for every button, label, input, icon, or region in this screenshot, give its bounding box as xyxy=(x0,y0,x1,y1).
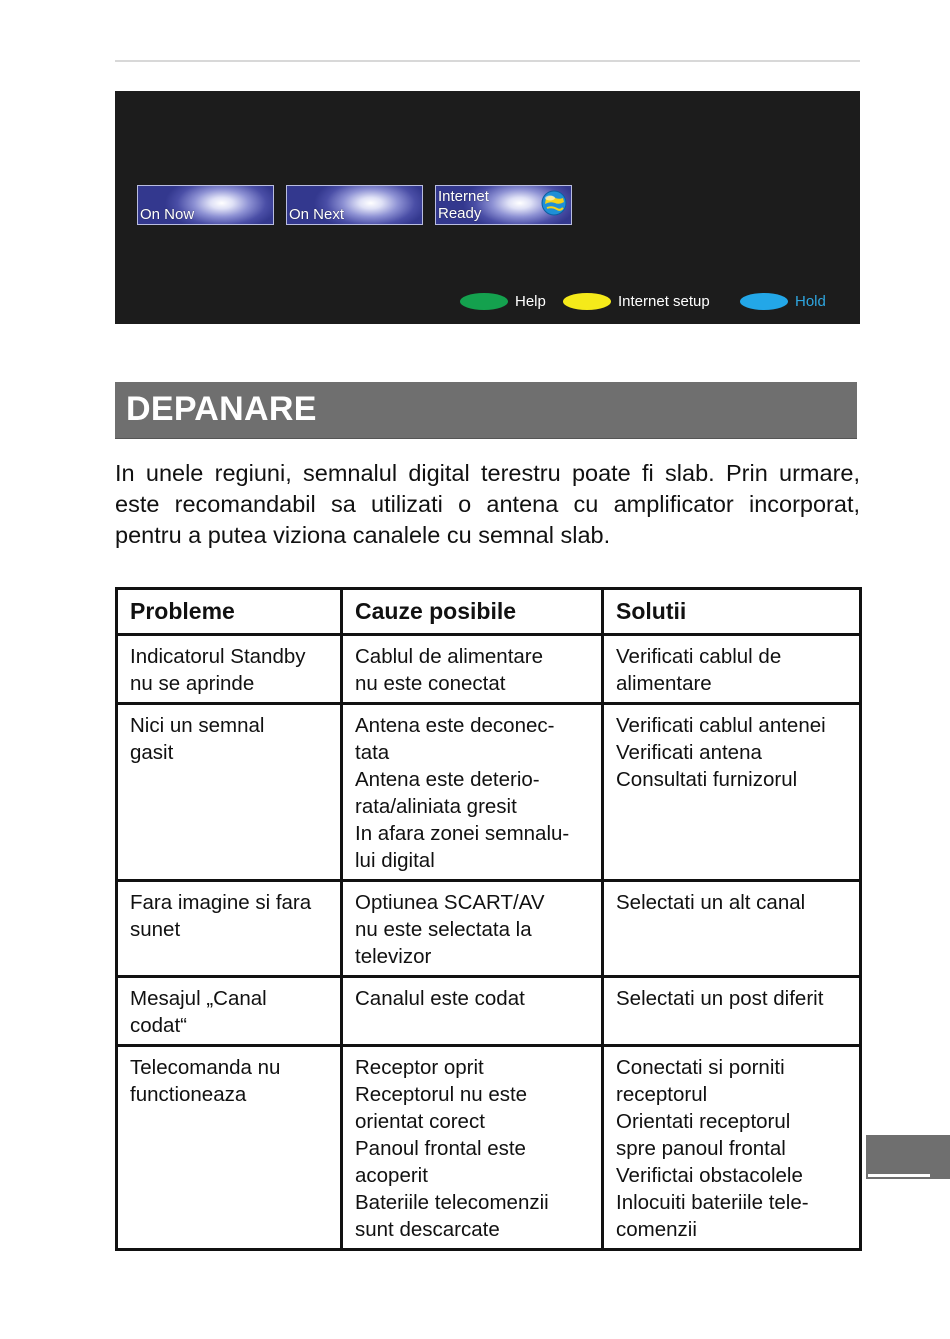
cell-line: functioneaza xyxy=(130,1083,247,1106)
causes-cell xyxy=(342,1046,603,1250)
cell-line: Bateriile telecomenzii xyxy=(355,1191,549,1214)
on-now-button[interactable] xyxy=(137,185,274,225)
internet-ready-label-line-1: Internet xyxy=(438,188,489,205)
yellow-key-icon xyxy=(563,293,611,310)
cell-line: Telecomanda nu xyxy=(130,1056,281,1079)
cell-line: Receptor oprit xyxy=(355,1056,484,1079)
problem-cell xyxy=(117,1046,342,1250)
cell-line: Canalul este codat xyxy=(355,987,525,1010)
tv-menu-screenshot xyxy=(115,91,860,324)
cell-line: lui digital xyxy=(355,849,435,872)
cell-line: Inlocuiti bateriile tele- xyxy=(616,1191,809,1214)
legend-hold xyxy=(740,290,826,312)
cell-line: Antena este deconec- xyxy=(355,714,555,737)
green-key-icon xyxy=(460,293,508,310)
blue-key-icon xyxy=(740,293,788,310)
cell-line: acoperit xyxy=(355,1164,428,1187)
table-row xyxy=(117,704,861,881)
legend-help-label: Help xyxy=(515,292,546,310)
causes-cell xyxy=(342,635,603,704)
solutions-cell xyxy=(603,977,861,1046)
cell-line: Fara imagine si fara xyxy=(130,891,312,914)
cell-line: Consultati furnizorul xyxy=(616,768,798,791)
table-header-row xyxy=(117,589,861,635)
cell-line: comenzii xyxy=(616,1218,697,1241)
cell-line: Optiunea SCART/AV xyxy=(355,891,545,914)
table-row xyxy=(117,881,861,977)
cell-line: spre panoul frontal xyxy=(616,1137,786,1160)
header-causes: Cauze posibile xyxy=(342,589,603,635)
cell-line: Receptorul nu este xyxy=(355,1083,528,1106)
legend-help xyxy=(460,290,546,312)
cell-line: sunet xyxy=(130,918,181,941)
causes-cell xyxy=(342,881,603,977)
cell-line: Verificati cablul antenei xyxy=(616,714,826,737)
solutions-cell xyxy=(603,881,861,977)
table-row xyxy=(117,1046,861,1250)
legend-internet-setup xyxy=(563,290,710,312)
cell-line: Nici un semnal xyxy=(130,714,265,737)
cell-line: alimentare xyxy=(616,672,712,695)
solutions-cell xyxy=(603,704,861,881)
cell-line: rata/aliniata gresit xyxy=(355,795,517,818)
cell-line: In afara zonei semnalu- xyxy=(355,822,570,845)
causes-cell xyxy=(342,977,603,1046)
section-title: DEPANARE xyxy=(126,390,317,428)
page-edge-tab-line xyxy=(868,1174,930,1177)
legend-hold-label: Hold xyxy=(795,292,826,310)
on-now-label: On Now xyxy=(140,206,195,223)
header-solutions: Solutii xyxy=(603,589,861,635)
on-next-button[interactable] xyxy=(286,185,423,225)
header-problems: Probleme xyxy=(117,589,342,635)
table-row xyxy=(117,977,861,1046)
cell-line: receptorul xyxy=(616,1083,708,1106)
cell-line: nu se aprinde xyxy=(130,672,255,695)
cell-line: tata xyxy=(355,741,390,764)
cell-line: Orientati receptorul xyxy=(616,1110,791,1133)
cell-line: Panoul frontal este xyxy=(355,1137,526,1160)
solutions-cell xyxy=(603,635,861,704)
solutions-cell xyxy=(603,1046,861,1250)
cell-line: Selectati un post diferit xyxy=(616,987,824,1010)
cell-line: Mesajul „Canal xyxy=(130,987,267,1010)
cell-line: codat“ xyxy=(130,1014,187,1037)
problem-cell xyxy=(117,881,342,977)
cell-line: Selectati un alt canal xyxy=(616,891,806,914)
cell-line: orientat corect xyxy=(355,1110,485,1133)
problem-cell xyxy=(117,704,342,881)
cell-line: Antena este deterio- xyxy=(355,768,540,791)
cell-line: Cablul de alimentare xyxy=(355,645,544,668)
table-row xyxy=(117,635,861,704)
cell-line: televizor xyxy=(355,945,432,968)
troubleshooting-table xyxy=(115,587,862,1251)
problem-cell xyxy=(117,977,342,1046)
cell-line: Verificati antena xyxy=(616,741,762,764)
page-edge-tab xyxy=(866,1135,950,1179)
problem-cell xyxy=(117,635,342,704)
legend-internet-setup-label: Internet setup xyxy=(618,292,710,310)
cell-line: Conectati si porniti xyxy=(616,1056,785,1079)
internet-ready-button[interactable] xyxy=(435,185,572,225)
causes-cell xyxy=(342,704,603,881)
on-next-label: On Next xyxy=(289,206,345,223)
cell-line: nu este selectata la xyxy=(355,918,532,941)
globe-icon xyxy=(537,189,567,217)
internet-ready-label-line-2: Ready xyxy=(438,205,482,222)
cell-line: Verificati cablul de xyxy=(616,645,782,668)
table-body xyxy=(117,635,861,1250)
intro-paragraph: In unele regiuni, semnalul digital terestru poate fi slab. Prin urmare, este recomandabil sa utilizati o antena cu amplificator incorporat, pentru a putea viziona canalele cu semnal slab. xyxy=(115,460,860,548)
section-header xyxy=(115,382,857,439)
cell-line: gasit xyxy=(130,741,174,764)
cell-line: Indicatorul Standby xyxy=(130,645,306,668)
top-divider xyxy=(115,60,860,62)
cell-line: nu este conectat xyxy=(355,672,506,695)
cell-line: Verifictai obstacolele xyxy=(616,1164,803,1187)
cell-line: sunt descarcate xyxy=(355,1218,500,1241)
